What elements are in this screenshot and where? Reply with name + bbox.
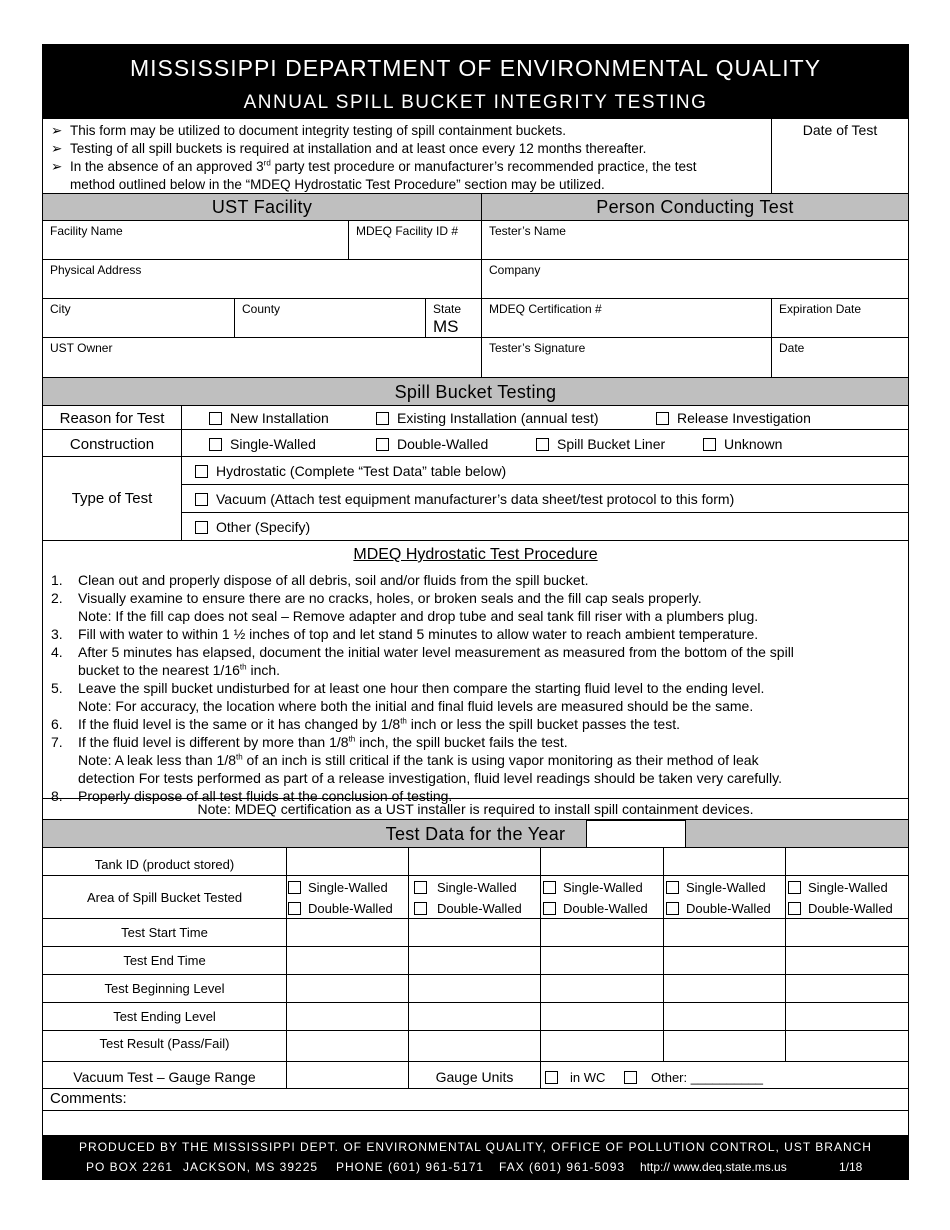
- checkbox-icon[interactable]: [545, 1071, 558, 1084]
- table-cell[interactable]: [409, 975, 541, 1003]
- checkbox-icon[interactable]: [656, 412, 669, 425]
- type-other[interactable]: Other (Specify): [195, 519, 310, 535]
- footer-city: JACKSON, MS 39225: [183, 1160, 319, 1174]
- construction-row: [43, 430, 908, 457]
- procedure-note-continued: detection For tests performed as part of a release investigation, fluid level readings should be taken very carefully.: [78, 770, 783, 786]
- checkbox-icon[interactable]: [543, 902, 556, 915]
- gauge-units-other[interactable]: Other: __________: [624, 1070, 763, 1085]
- checkbox-icon[interactable]: [788, 881, 801, 894]
- procedure-step: 8. Properly dispose of all test fluids at the conclusion of testing.: [51, 788, 453, 804]
- checkbox-icon[interactable]: [414, 902, 427, 915]
- checkbox-icon[interactable]: [195, 521, 208, 534]
- company-field[interactable]: Company: [489, 263, 541, 277]
- row-label: Tank ID (product stored): [43, 848, 287, 876]
- checkbox-icon[interactable]: [543, 881, 556, 894]
- table-cell[interactable]: [541, 1031, 664, 1062]
- row-label: Test End Time: [43, 947, 287, 975]
- construction-unknown[interactable]: Unknown: [703, 436, 782, 452]
- intro-bullet: ➢ In the absence of an approved 3rd party test procedure or manufacturer’s recommended practice, the test: [51, 158, 697, 174]
- table-cell[interactable]: [664, 1031, 786, 1062]
- header-title: MISSISSIPPI DEPARTMENT OF ENVIRONMENTAL QUALITY: [129, 55, 822, 81]
- table-cell[interactable]: [409, 848, 541, 876]
- procedure-step-continued: bucket to the nearest 1/16th inch.: [78, 662, 281, 678]
- type-of-test-row: [43, 457, 908, 541]
- arrow-bullet-icon: ➢: [51, 123, 63, 138]
- info-row-3: [43, 299, 908, 338]
- double-walled-option[interactable]: Double-Walled: [666, 901, 771, 916]
- procedure-heading: MDEQ Hydrostatic Test Procedure: [353, 546, 598, 563]
- tester-signature-field[interactable]: Tester’s Signature: [482, 338, 772, 378]
- intro-bullets: [51, 122, 771, 194]
- comments-field[interactable]: [43, 1089, 908, 1111]
- certification-field[interactable]: MDEQ Certification #: [482, 299, 772, 338]
- procedure-note: Note: A leak less than 1/8th of an inch is still critical if the tank is using vapor monitoring as their method of leak: [78, 752, 759, 768]
- table-cell[interactable]: [664, 947, 786, 975]
- hydrostatic-procedure-section: [43, 541, 908, 804]
- date-of-test-field[interactable]: [771, 119, 908, 194]
- footer-po-box: PO BOX 2261: [86, 1160, 174, 1174]
- table-cell[interactable]: [287, 975, 409, 1003]
- spill-bucket-form: [42, 44, 909, 1180]
- checkbox-icon[interactable]: [666, 881, 679, 894]
- procedure-step: 5. Leave the spill bucket undisturbed for at least one hour then compare the starting fluid level to the ending level.: [51, 680, 765, 696]
- type-option-row: [182, 485, 908, 513]
- table-cell[interactable]: [664, 919, 786, 947]
- table-cell[interactable]: [786, 1003, 908, 1031]
- table-cell[interactable]: [664, 848, 786, 876]
- table-cell: [409, 876, 541, 919]
- table-cell[interactable]: [664, 975, 786, 1003]
- signature-date-field[interactable]: Date: [779, 341, 805, 355]
- construction-spill-bucket-liner[interactable]: Spill Bucket Liner: [536, 436, 665, 452]
- ust-facility-heading: UST Facility: [43, 194, 482, 221]
- type-option-row: [182, 513, 908, 541]
- intro-bullet: ➢ Testing of all spill buckets is required at installation and at least once every 12 months thereafter.: [51, 141, 647, 156]
- gauge-units-label: Gauge Units: [409, 1062, 541, 1089]
- date-of-test-label: Date of Test: [802, 122, 878, 138]
- table-cell[interactable]: [541, 1003, 664, 1031]
- checkbox-icon[interactable]: [703, 438, 716, 451]
- table-row: [43, 1003, 908, 1031]
- table-row: [43, 919, 908, 947]
- checkbox-icon[interactable]: [288, 881, 301, 894]
- table-cell[interactable]: [409, 1003, 541, 1031]
- table-cell: [287, 876, 409, 919]
- table-cell[interactable]: [409, 919, 541, 947]
- checkbox-icon[interactable]: [414, 881, 427, 894]
- row-label: Test Start Time: [43, 919, 287, 947]
- type-vacuum[interactable]: Vacuum (Attach test equipment manufacturer’s data sheet/test protocol to this form): [195, 491, 734, 507]
- state-value: MS: [433, 317, 459, 336]
- procedure-step: 4. After 5 minutes has elapsed, document the initial water level measurement as measured from the bottom of the spill: [51, 644, 794, 660]
- reason-release-investigation[interactable]: Release Investigation: [656, 410, 811, 426]
- checkbox-icon[interactable]: [788, 902, 801, 915]
- intro-bullet: ➢ This form may be utilized to document integrity testing of spill containment buckets.: [51, 123, 566, 138]
- construction-double-walled[interactable]: Double-Walled: [376, 436, 488, 452]
- procedure-step: 3. Fill with water to within 1 ½ inches of top and let stand 5 minutes to allow water to reach ambient temperature.: [51, 626, 759, 642]
- table-cell[interactable]: [786, 848, 908, 876]
- tester-name-field[interactable]: Tester’s Name: [489, 224, 566, 238]
- reason-label: Reason for Test: [43, 406, 182, 430]
- vacuum-test-row: [43, 1062, 908, 1089]
- procedure-step: 1. Clean out and properly dispose of all debris, soil and/or fluids from the spill bucket.: [51, 572, 589, 588]
- table-cell[interactable]: [541, 919, 664, 947]
- type-hydrostatic[interactable]: Hydrostatic (Complete “Test Data” table below): [195, 463, 506, 479]
- ust-owner-field[interactable]: UST Owner: [43, 338, 482, 378]
- reason-row: [43, 406, 908, 430]
- facility-name-field[interactable]: Facility Name: [43, 221, 349, 260]
- info-row-2: [43, 260, 908, 299]
- type-option-row: [182, 457, 908, 485]
- procedure-note: Note: For accuracy, the location where both the initial and final fluid levels are measured should be the same.: [78, 698, 754, 714]
- test-data-heading: Test Data for the Year: [385, 824, 566, 844]
- row-label: Area of Spill Bucket Tested: [43, 876, 287, 919]
- comments-label: Comments:: [50, 1090, 127, 1107]
- checkbox-icon[interactable]: [376, 438, 389, 451]
- intro-section: [43, 119, 908, 194]
- table-cell[interactable]: [541, 975, 664, 1003]
- single-walled-option[interactable]: Single-Walled: [543, 880, 643, 895]
- procedure-note: Note: If the fill cap does not seal – Remove adapter and drop tube and seal tank fill riser with a plumbers plug.: [78, 608, 759, 624]
- checkbox-icon[interactable]: [209, 438, 222, 451]
- city-field[interactable]: City: [43, 299, 235, 338]
- test-data-year-input[interactable]: [586, 820, 686, 848]
- single-walled-option[interactable]: Single-Walled: [414, 880, 517, 895]
- table-cell[interactable]: [287, 1003, 409, 1031]
- double-walled-option[interactable]: Double-Walled: [543, 901, 648, 916]
- intro-bullet-continued: method outlined below in the “MDEQ Hydrostatic Test Procedure” section may be utilized.: [70, 177, 605, 192]
- table-row: [43, 975, 908, 1003]
- table-cell: [786, 876, 908, 919]
- double-walled-option[interactable]: Double-Walled: [288, 901, 393, 916]
- table-cell: [664, 876, 786, 919]
- spill-bucket-testing-heading: Spill Bucket Testing: [43, 378, 908, 406]
- test-data-table: [43, 848, 908, 1062]
- double-walled-option[interactable]: Double-Walled: [788, 901, 893, 916]
- vacuum-gauge-range-input[interactable]: [287, 1062, 409, 1089]
- checkbox-icon[interactable]: [536, 438, 549, 451]
- procedure-steps: [51, 571, 901, 805]
- table-cell: [541, 876, 664, 919]
- single-walled-option[interactable]: Single-Walled: [666, 880, 766, 895]
- certification-note: Note: MDEQ certification as a UST installer is required to install spill containment devices.: [43, 799, 908, 820]
- comments-line[interactable]: [43, 1111, 908, 1135]
- checkbox-icon[interactable]: [666, 902, 679, 915]
- row-label: Test Beginning Level: [43, 975, 287, 1003]
- footer-producer: PRODUCED BY THE MISSISSIPPI DEPT. OF ENVIRONMENTAL QUALITY, OFFICE OF POLLUTION CONTROL, UST BRANCH: [79, 1140, 872, 1154]
- footer-page-number: 1/18: [839, 1160, 863, 1174]
- table-cell[interactable]: [287, 848, 409, 876]
- checkbox-icon[interactable]: [195, 493, 208, 506]
- header-banner: [43, 45, 908, 119]
- table-row: [43, 1031, 908, 1062]
- table-cell[interactable]: [409, 947, 541, 975]
- info-row-1: [43, 221, 908, 260]
- single-walled-option[interactable]: Single-Walled: [788, 880, 888, 895]
- expiration-date-field[interactable]: Expiration Date: [779, 302, 862, 316]
- physical-address-field[interactable]: Physical Address: [43, 260, 482, 299]
- table-cell[interactable]: [541, 848, 664, 876]
- table-row: [43, 947, 908, 975]
- person-conducting-test-heading: Person Conducting Test: [596, 197, 794, 217]
- checkbox-icon[interactable]: [209, 412, 222, 425]
- footer-url[interactable]: http:// www.deq.state.ms.us: [640, 1160, 787, 1174]
- table-row: [43, 876, 908, 919]
- table-cell[interactable]: [541, 947, 664, 975]
- arrow-bullet-icon: ➢: [51, 159, 63, 174]
- checkbox-icon[interactable]: [376, 412, 389, 425]
- table-cell[interactable]: [786, 1031, 908, 1062]
- info-row-4: [43, 338, 908, 378]
- facility-id-field[interactable]: MDEQ Facility ID #: [349, 221, 482, 260]
- row-label: Test Ending Level: [43, 1003, 287, 1031]
- checkbox-icon[interactable]: [624, 1071, 637, 1084]
- table-cell[interactable]: [287, 1031, 409, 1062]
- checkbox-icon[interactable]: [195, 465, 208, 478]
- reason-existing-installation[interactable]: Existing Installation (annual test): [376, 410, 599, 426]
- procedure-step: 6. If the fluid level is the same or it has changed by 1/8th inch or less the spill bucket passes the test.: [51, 716, 680, 732]
- reason-new-installation[interactable]: New Installation: [209, 410, 329, 426]
- table-cell[interactable]: [287, 947, 409, 975]
- table-cell[interactable]: [287, 919, 409, 947]
- state-field[interactable]: State MS: [426, 299, 482, 338]
- footer-phone: PHONE (601) 961-5171: [336, 1160, 485, 1174]
- procedure-step: 7. If the fluid level is different by more than 1/8th inch, the spill bucket fails the test.: [51, 734, 568, 750]
- table-cell[interactable]: [786, 947, 908, 975]
- table-cell[interactable]: [409, 1031, 541, 1062]
- header-subtitle: ANNUAL SPILL BUCKET INTEGRITY TESTING: [243, 92, 708, 113]
- gauge-units-in-wc[interactable]: in WC: [545, 1070, 605, 1085]
- table-cell[interactable]: [664, 1003, 786, 1031]
- double-walled-option[interactable]: Double-Walled: [414, 901, 522, 916]
- test-data-heading-row: [43, 820, 908, 848]
- footer-fax: FAX (601) 961-5093: [499, 1160, 626, 1174]
- type-of-test-label: Type of Test: [43, 457, 182, 541]
- table-cell[interactable]: [786, 975, 908, 1003]
- construction-single-walled[interactable]: Single-Walled: [209, 436, 316, 452]
- checkbox-icon[interactable]: [288, 902, 301, 915]
- row-label: Test Result (Pass/Fail): [43, 1031, 287, 1062]
- table-cell[interactable]: [786, 919, 908, 947]
- arrow-bullet-icon: ➢: [51, 141, 63, 156]
- table-row: [43, 848, 908, 876]
- facility-tester-heading-row: [43, 194, 908, 221]
- single-walled-option[interactable]: Single-Walled: [288, 880, 388, 895]
- footer: [43, 1135, 908, 1179]
- construction-label: Construction: [43, 430, 182, 457]
- vacuum-gauge-range-label: Vacuum Test – Gauge Range: [43, 1062, 287, 1089]
- procedure-step: 2. Visually examine to ensure there are no cracks, holes, or broken seals and the fill cap seals properly.: [51, 590, 702, 606]
- county-field[interactable]: County: [235, 299, 426, 338]
